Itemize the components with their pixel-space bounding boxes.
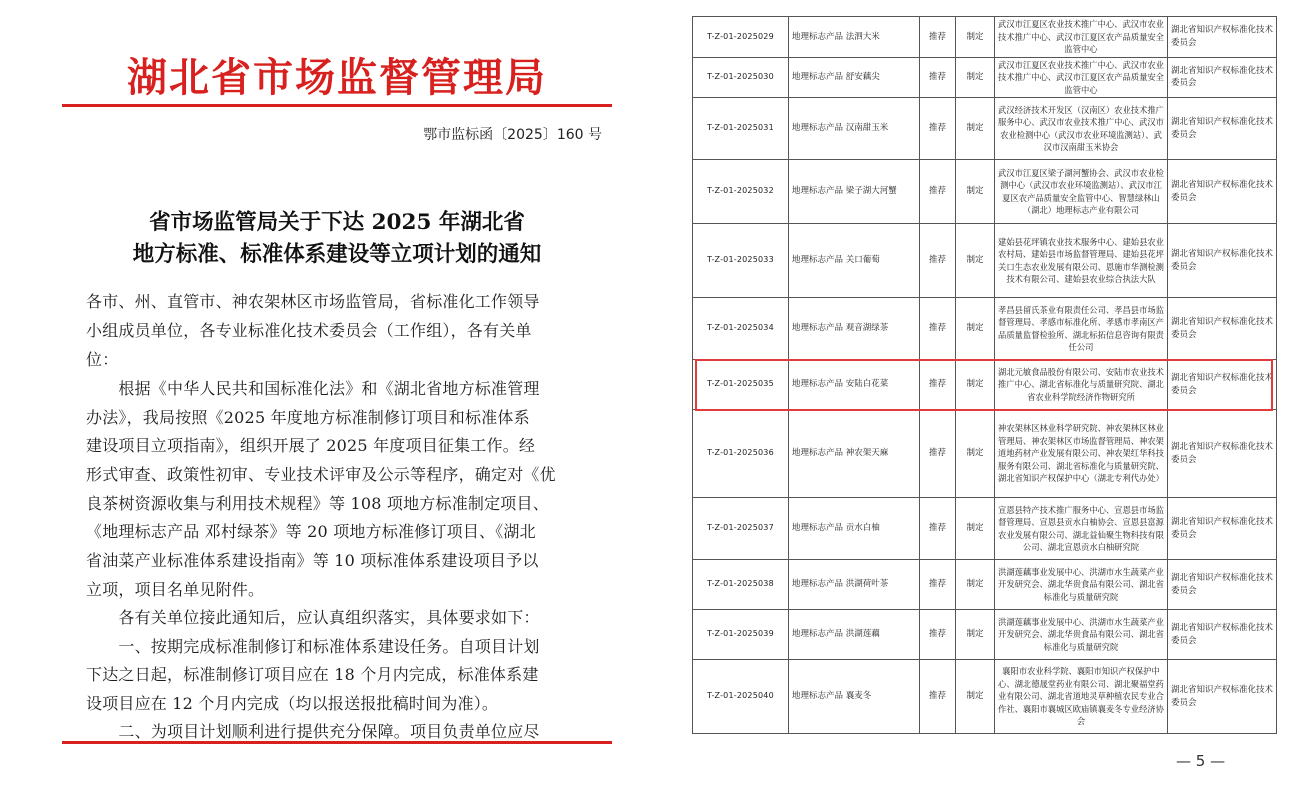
standard-type-cell: 推荐 xyxy=(920,224,956,298)
project-kind-cell: 制定 xyxy=(956,17,995,58)
body-line: 良茶树资源收集与利用技术规程》等 108 项地方标准制定项目、 xyxy=(86,494,549,513)
technical-committee-cell: 湖北省知识产权标准化技术委员会 xyxy=(1168,224,1277,298)
standard-type-cell: 推荐 xyxy=(920,660,956,734)
project-kind-cell: 制定 xyxy=(956,160,995,224)
project-kind-cell: 制定 xyxy=(956,610,995,660)
annex-page xyxy=(690,0,1294,790)
project-name-cell: 地理标志产品 关口葡萄 xyxy=(789,224,920,298)
project-name-cell: 地理标志产品 法泗大米 xyxy=(789,17,920,58)
table-row xyxy=(693,560,1277,610)
drafting-units-cell: 武汉市江夏区农业技术推广中心、武汉市农业技术推广中心、武汉市江夏区农产品质量安全监管中心 xyxy=(995,57,1168,98)
drafting-units-cell: 神农架林区林业科学研究院、神农架林区林业管理局、神农架林区市场监督管理局、神农架道地药材产业发展有限公司、神农架红华科技服务有限公司、湖北省标准化与质量研究院、湖北省知识产权保护中心（湖北专利代办处） xyxy=(995,410,1168,498)
project-id-cell: T-Z-01-2025038 xyxy=(693,560,789,610)
project-name-cell: 地理标志产品 襄麦冬 xyxy=(789,660,920,734)
project-id-cell: T-Z-01-2025032 xyxy=(693,160,789,224)
project-id-cell: T-Z-01-2025035 xyxy=(693,360,789,410)
project-name-cell: 地理标志产品 汉南甜玉米 xyxy=(789,98,920,160)
project-id-cell: T-Z-01-2025034 xyxy=(693,298,789,360)
project-id-cell: T-Z-01-2025030 xyxy=(693,57,789,98)
body-line: 省油菜产业标准体系建设指南》等 10 项标准体系建设项目予以 xyxy=(86,551,539,570)
drafting-units-cell: 武汉经济技术开发区（汉南区）农业技术推广服务中心、武汉市农业技术推广中心、武汉市农业检测中心（武汉市农业环境监测站）、武汉市汉南甜玉米协会 xyxy=(995,98,1168,160)
project-name-cell: 地理标志产品 贡水白柚 xyxy=(789,498,920,560)
page-number: — 5 — xyxy=(1176,752,1226,770)
table-row xyxy=(693,17,1277,58)
project-kind-cell: 制定 xyxy=(956,498,995,560)
standard-type-cell: 推荐 xyxy=(920,98,956,160)
table-row xyxy=(693,410,1277,498)
body-line: 《地理标志产品 邓村绿茶》等 20 项地方标准修订项目、《湖北 xyxy=(86,522,536,541)
standard-type-cell: 推荐 xyxy=(920,57,956,98)
drafting-units-cell: 武汉市江夏区梁子湖河蟹协会、武汉市农业检测中心（武汉市农业环境监测站）、武汉市江夏区农产品质量安全监管中心、智慧绿林山（湖北）地理标志产业有限公司 xyxy=(995,160,1168,224)
project-name-cell: 地理标志产品 舒安藕尖 xyxy=(789,57,920,98)
standard-type-cell: 推荐 xyxy=(920,17,956,58)
technical-committee-cell: 湖北省知识产权标准化技术委员会 xyxy=(1168,17,1277,58)
project-id-cell: T-Z-01-2025036 xyxy=(693,410,789,498)
project-kind-cell: 制定 xyxy=(956,224,995,298)
standard-type-cell: 推荐 xyxy=(920,360,956,410)
project-name-cell: 地理标志产品 神农架天麻 xyxy=(789,410,920,498)
standard-type-cell: 推荐 xyxy=(920,298,956,360)
technical-committee-cell: 湖北省知识产权标准化技术委员会 xyxy=(1168,498,1277,560)
document-title-line-2: 地方标准、标准体系建设等立项计划的通知 xyxy=(132,242,542,267)
project-kind-cell: 制定 xyxy=(956,57,995,98)
drafting-units-cell: 湖北元敏食品股份有限公司、安陆市农业技术推广中心、湖北省标准化与质量研究院、湖北省农业科学院经济作物研究所 xyxy=(995,360,1168,410)
technical-committee-cell: 湖北省知识产权标准化技术委员会 xyxy=(1168,98,1277,160)
project-id-cell: T-Z-01-2025039 xyxy=(693,610,789,660)
drafting-units-cell: 襄阳市农业科学院、襄阳市知识产权保护中心、湖北德晟堂药业有限公司、湖北聚福堂药业有限公司、湖北省道地灵草种植农民专业合作社、襄阳市襄城区欧庙镇襄麦冬专业经济协会 xyxy=(995,660,1168,734)
table-row xyxy=(693,160,1277,224)
project-id-cell: T-Z-01-2025033 xyxy=(693,224,789,298)
table-row xyxy=(693,98,1277,160)
body-line: 二、为项目计划顺利进行提供充分保障。项目负责单位应尽 xyxy=(86,722,540,741)
standard-type-cell: 推荐 xyxy=(920,410,956,498)
table-row xyxy=(693,498,1277,560)
table-row xyxy=(693,224,1277,298)
project-id-cell: T-Z-01-2025029 xyxy=(693,17,789,58)
technical-committee-cell: 湖北省知识产权标准化技术委员会 xyxy=(1168,298,1277,360)
standard-type-cell: 推荐 xyxy=(920,560,956,610)
project-table xyxy=(692,16,1277,734)
project-name-cell: 地理标志产品 洪湖莲藕 xyxy=(789,610,920,660)
drafting-units-cell: 洪湖莲藕事业发展中心、洪湖市水生蔬菜产业开发研究会、湖北华贵食品有限公司、湖北省标准化与质量研究院 xyxy=(995,560,1168,610)
body-line: 下达之日起，标准制修订项目应在 18 个月内完成，标准体系建 xyxy=(86,665,539,684)
technical-committee-cell: 湖北省知识产权标准化技术委员会 xyxy=(1168,660,1277,734)
project-kind-cell: 制定 xyxy=(956,298,995,360)
body-line: 形式审查、政策性初审、专业技术评审及公示等程序，确定对《优 xyxy=(86,465,556,484)
project-kind-cell: 制定 xyxy=(956,410,995,498)
technical-committee-cell: 湖北省知识产权标准化技术委员会 xyxy=(1168,610,1277,660)
body-line: 建设项目立项指南》，组织开展了 2025 年度项目征集工作。经 xyxy=(86,436,536,455)
table-row xyxy=(693,360,1277,410)
drafting-units-cell: 宣恩县特产技术推广服务中心、宣恩县市场监督管理局、宣恩县贡水白柚协会、宣恩县富源农业发展有限公司、湖北益仙聚生物科技有限公司、湖北宣恩贡水白柚研究院 xyxy=(995,498,1168,560)
standard-type-cell: 推荐 xyxy=(920,610,956,660)
body-line: 小组成员单位，各专业标准化技术委员会（工作组），各有关单 xyxy=(86,321,532,340)
project-id-cell: T-Z-01-2025037 xyxy=(693,498,789,560)
table-row xyxy=(693,610,1277,660)
body-line: 根据《中华人民共和国标准化法》和《湖北省地方标准管理 xyxy=(86,379,540,398)
red-header-rule xyxy=(62,104,612,107)
technical-committee-cell: 湖北省知识产权标准化技术委员会 xyxy=(1168,57,1277,98)
project-id-cell: T-Z-01-2025031 xyxy=(693,98,789,160)
table-row xyxy=(693,298,1277,360)
document-number: 鄂市监标函〔2025〕160 号 xyxy=(423,127,602,143)
project-kind-cell: 制定 xyxy=(956,660,995,734)
project-name-cell: 地理标志产品 观音湖绿茶 xyxy=(789,298,920,360)
project-kind-cell: 制定 xyxy=(956,98,995,160)
body-line: 办法》，我局按照《2025 年度地方标准制修订项目和标准体系 xyxy=(86,408,530,427)
project-kind-cell: 制定 xyxy=(956,560,995,610)
technical-committee-cell: 湖北省知识产权标准化技术委员会 xyxy=(1168,160,1277,224)
technical-committee-cell: 湖北省知识产权标准化技术委员会 xyxy=(1168,360,1277,410)
project-name-cell: 地理标志产品 安陆白花菜 xyxy=(789,360,920,410)
body-line: 各有关单位接此通知后，应认真组织落实，具体要求如下： xyxy=(86,608,540,627)
notice-page xyxy=(0,0,640,790)
body-line: 各市、州、直管市、神农架林区市场监管局，省标准化工作领导 xyxy=(86,292,540,311)
body-line: 立项，项目名单见附件。 xyxy=(86,580,265,599)
agency-title: 湖北省市场监督管理局 xyxy=(127,54,547,101)
body-line: 位： xyxy=(86,350,119,369)
document-title-line-1: 省市场监管局关于下达 2025 年湖北省 xyxy=(149,210,525,235)
drafting-units-cell: 洪湖莲藕事业发展中心、洪湖市水生蔬菜产业开发研究会、湖北华贵食品有限公司、湖北省标准化与质量研究院 xyxy=(995,610,1168,660)
table-row xyxy=(693,57,1277,98)
project-id-cell: T-Z-01-2025040 xyxy=(693,660,789,734)
drafting-units-cell: 建始县花坪镇农业技术服务中心、建始县农业农村局、建始县市场监督管理局、建始县花坪关口生态农业发展有限公司、恩施市华测检测技术有限公司、建始县农业综合执法大队 xyxy=(995,224,1168,298)
drafting-units-cell: 武汉市江夏区农业技术推广中心、武汉市农业技术推广中心、武汉市江夏区农产品质量安全监管中心 xyxy=(995,17,1168,58)
body-line: 设项目应在 12 个月内完成（均以报送报批稿时间为准）。 xyxy=(86,694,499,713)
project-kind-cell: 制定 xyxy=(956,360,995,410)
red-footer-rule xyxy=(62,741,612,744)
technical-committee-cell: 湖北省知识产权标准化技术委员会 xyxy=(1168,560,1277,610)
project-name-cell: 地理标志产品 梁子湖大河蟹 xyxy=(789,160,920,224)
standard-type-cell: 推荐 xyxy=(920,498,956,560)
drafting-units-cell: 孝昌县留氏茶业有限责任公司、孝昌县市场监督管理局、孝感市标准化所、孝感市孝南区产品质量监督检验所、湖北标拓信息咨询有限责任公司 xyxy=(995,298,1168,360)
body-line: 一、按期完成标准制修订和标准体系建设任务。自项目计划 xyxy=(86,637,540,656)
project-name-cell: 地理标志产品 洪湖荷叶茶 xyxy=(789,560,920,610)
table-row xyxy=(693,660,1277,734)
technical-committee-cell: 湖北省知识产权标准化技术委员会 xyxy=(1168,410,1277,498)
standard-type-cell: 推荐 xyxy=(920,160,956,224)
